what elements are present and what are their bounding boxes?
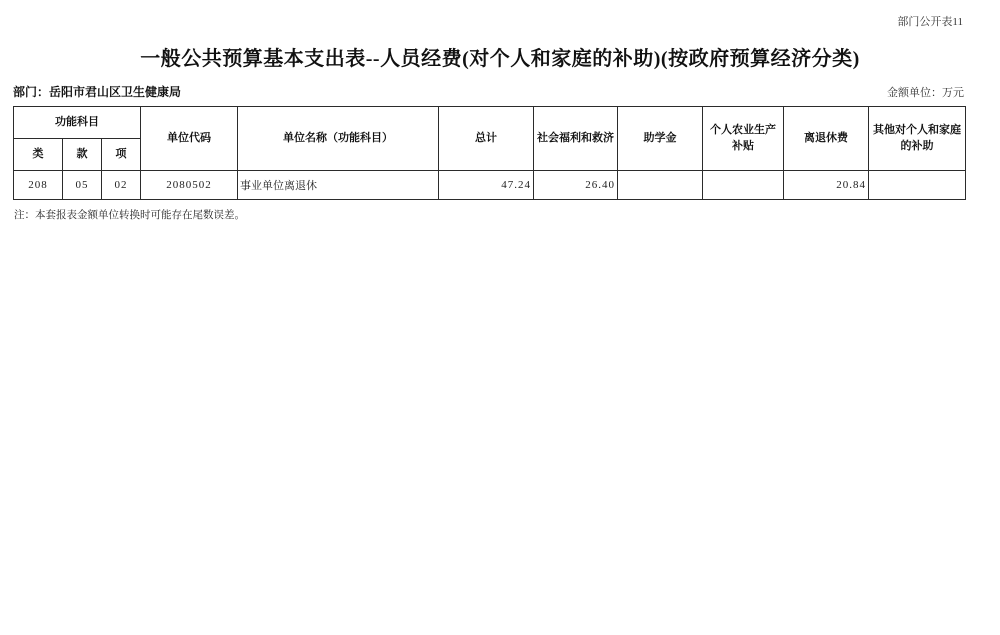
cell-retirement: 20.84 [784,171,869,200]
header-agri-subsidy: 个人农业生产补贴 [703,107,784,171]
meta-row [13,83,964,100]
header-social-welfare: 社会福利和救济 [534,107,618,171]
cell-social-welfare: 26.40 [534,171,618,200]
table-row [14,171,966,200]
header-row-1 [14,107,966,139]
header-class: 类 [14,139,63,171]
doc-ref-label: 部门公开表11 [897,16,963,28]
cell-fund-code: 05 [63,171,102,200]
header-other-subsidy: 其他对个人和家庭的补助 [869,107,966,171]
cell-other-subsidy [869,171,966,200]
header-retirement: 离退休费 [784,107,869,171]
header-item: 项 [102,139,141,171]
department-label: 部门：岳阳市君山区卫生健康局 [13,85,182,99]
cell-agri-subsidy [703,171,784,200]
header-fund: 款 [63,139,102,171]
cell-scholarship [618,171,703,200]
header-unit-code: 单位代码 [141,107,238,171]
cell-total: 47.24 [439,171,534,200]
footnote: 注：本套报表金额单位转换时可能存在尾数误差。 [14,210,245,221]
header-scholarship: 助学金 [618,107,703,171]
cell-unit-name: 事业单位离退休 [238,171,439,200]
cell-class-code: 208 [14,171,63,200]
cell-unit-code: 2080502 [141,171,238,200]
amount-unit-label: 金额单位：万元 [887,87,964,99]
header-unit-name: 单位名称（功能科目） [238,107,439,171]
page-title: 一般公共预算基本支出表--人员经费(对个人和家庭的补助)(按政府预算经济分类) [140,48,860,70]
cell-item-code: 02 [102,171,141,200]
header-total: 总计 [439,107,534,171]
budget-table [13,106,966,200]
header-func-subject: 功能科目 [14,107,141,139]
